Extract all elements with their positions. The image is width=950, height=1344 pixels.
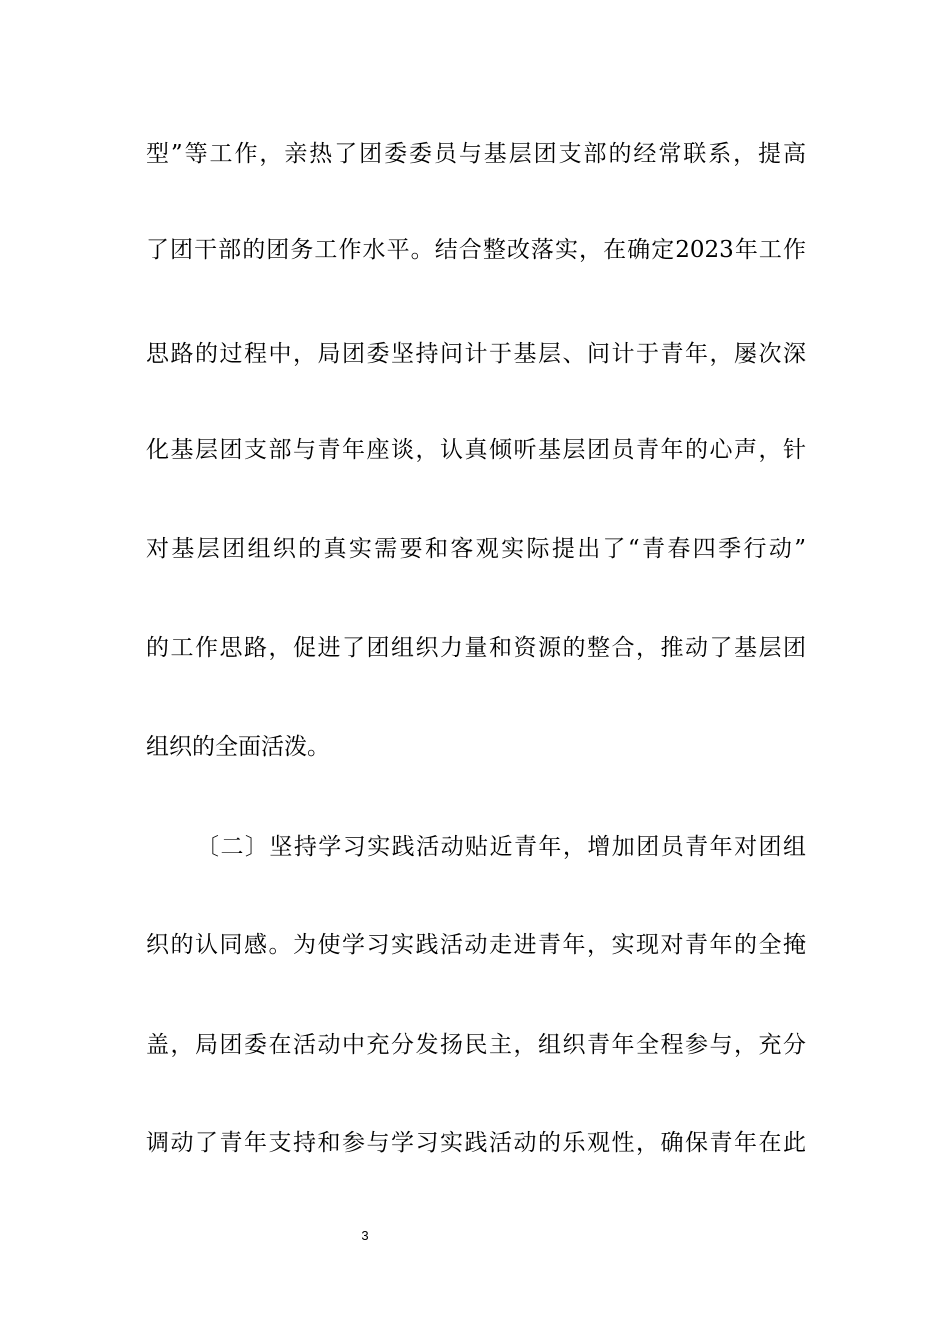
text-line-4: 化基层团支部与青年座谈，认真倾听基层团员青年的心声，针 <box>146 437 806 463</box>
text-line-3: 思路的过程中，局团委坚持问计于基层、问计于青年，屡次深 <box>146 341 806 367</box>
text-line-10: 盖，局团委在活动中充分发扬民主，组织青年全程参与，充分 <box>146 1032 806 1058</box>
text-line-8: 〔二〕坚持学习实践活动贴近青年，增加团员青年对团组 <box>196 834 806 860</box>
text-line-11: 调动了青年支持和参与学习实践活动的乐观性，确保青年在此 <box>146 1130 806 1156</box>
page-number: 3 <box>361 1228 369 1243</box>
text-line-2: 了团干部的团务工作水平。结合整改落实，在确定2023年工作 <box>146 237 806 263</box>
text-line-5: 对基层团组织的真实需要和客观实际提出了“青春四季行动” <box>146 536 806 562</box>
text-line-7: 组织的全面活泼。 <box>146 734 330 760</box>
text-line-9: 织的认同感。为使学习实践活动走进青年，实现对青年的全掩 <box>146 932 806 958</box>
text-line-6: 的工作思路，促进了团组织力量和资源的整合，推动了基层团 <box>146 635 806 661</box>
text-line-1: 型”等工作，亲热了团委委员与基层团支部的经常联系，提高 <box>146 141 806 167</box>
